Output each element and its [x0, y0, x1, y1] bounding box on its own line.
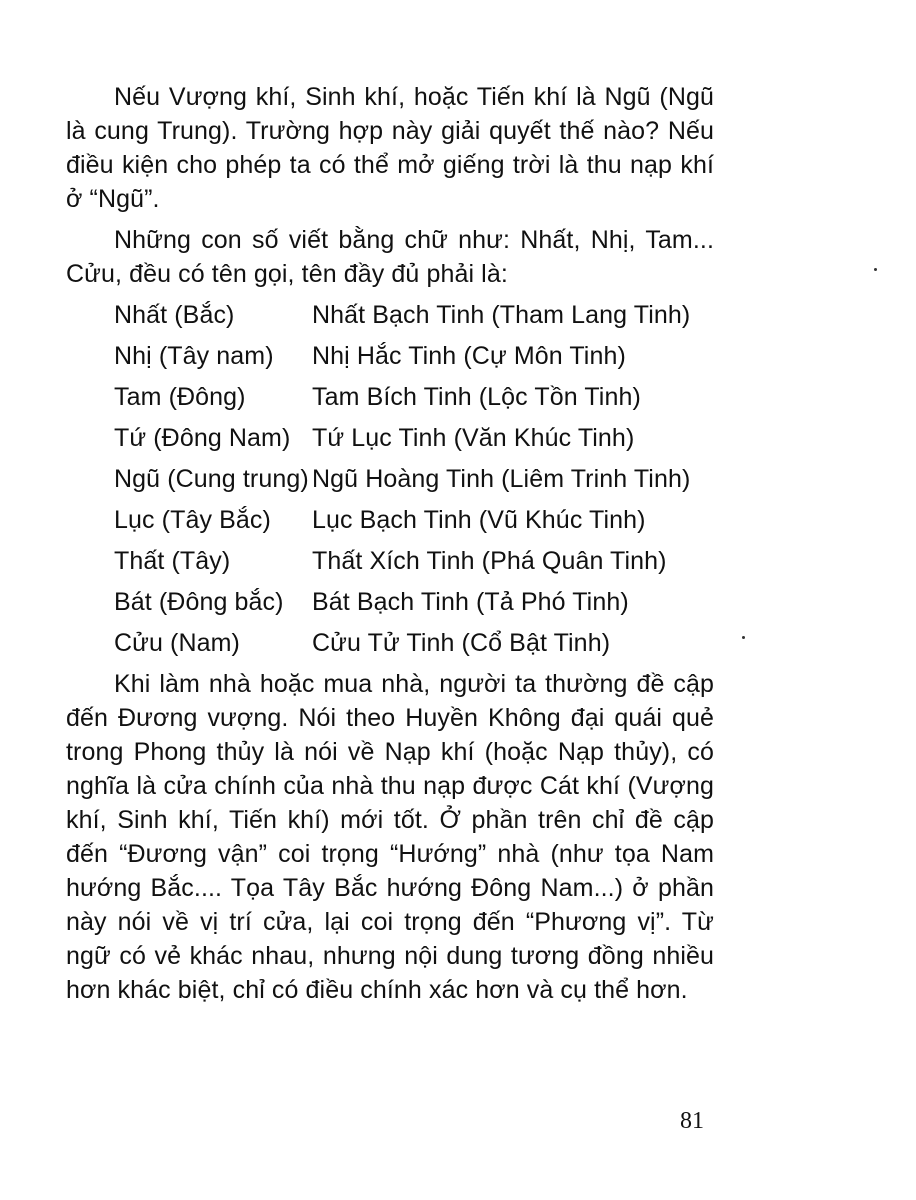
scan-speck — [874, 268, 877, 271]
star-direction: Bát (Đông bắc) — [114, 588, 284, 616]
star-direction: Thất (Tây) — [114, 547, 231, 575]
star-row — [66, 462, 714, 496]
star-row — [66, 544, 714, 578]
star-name: Nhị Hắc Tinh (Cự Môn Tinh) — [312, 342, 626, 370]
star-row — [66, 503, 714, 537]
star-direction: Ngũ (Cung trung) — [114, 465, 309, 493]
page-body — [66, 80, 714, 1014]
star-name: Ngũ Hoàng Tinh (Liêm Trinh Tinh) — [312, 465, 691, 493]
star-name: Nhất Bạch Tinh (Tham Lang Tinh) — [312, 301, 691, 329]
star-direction: Tứ (Đông Nam) — [114, 424, 291, 452]
paragraph-door-qi: Khi làm nhà hoặc mua nhà, người ta thường đề cập đến Đương vượng. Nói theo Huyền Không đại quái quẻ trong Phong thủy là nói về Nạp khí (hoặc Nạp thủy), có nghĩa là cửa chính của nhà thu nạp được Cát khí (Vượng khí, Sinh khí, Tiến khí) mới tốt. Ở phần trên chỉ đề cập đến “Đương vận” coi trọng “Hướng” nhà (như tọa Nam hướng Bắc.... Tọa Tây Bắc hướng Đông Nam...) ở phần này nói về vị trí cửa, lại coi trọng đến “Phương vị”. Từ ngữ có vẻ khác nhau, nhưng nội dung tương đồng nhiều hơn khác biệt, chỉ có điều chính xác hơn và cụ thể hơn. — [66, 670, 714, 1004]
star-name: Thất Xích Tinh (Phá Quân Tinh) — [312, 547, 667, 575]
star-name: Tứ Lục Tinh (Văn Khúc Tinh) — [312, 424, 635, 452]
page-number: 81 — [680, 1108, 704, 1134]
star-row — [66, 380, 714, 414]
star-name: Bát Bạch Tinh (Tả Phó Tinh) — [312, 588, 629, 616]
paragraph-ngu-palace: Nếu Vượng khí, Sinh khí, hoặc Tiến khí là Ngũ (Ngũ là cung Trung). Trường hợp này giải quyết thế nào? Nếu điều kiện cho phép ta có thể mở giếng trời là thu nạp khí ở “Ngũ”. — [66, 83, 714, 213]
star-direction: Nhất (Bắc) — [114, 301, 235, 329]
star-name: Lục Bạch Tinh (Vũ Khúc Tinh) — [312, 506, 646, 534]
star-direction: Cửu (Nam) — [114, 629, 240, 657]
star-direction: Lục (Tây Bắc) — [114, 506, 271, 534]
star-row — [66, 421, 714, 455]
star-row — [66, 339, 714, 373]
star-row — [66, 585, 714, 619]
star-direction: Tam (Đông) — [114, 383, 246, 411]
star-row — [66, 626, 714, 660]
star-direction: Nhị (Tây nam) — [114, 342, 274, 370]
star-name: Cửu Tử Tinh (Cổ Bật Tinh) — [312, 629, 611, 657]
star-name: Tam Bích Tinh (Lộc Tồn Tinh) — [312, 383, 641, 411]
star-row — [66, 298, 714, 332]
scan-speck — [742, 636, 745, 639]
paragraph-number-names: Những con số viết bằng chữ như: Nhất, Nhị, Tam... Cửu, đều có tên gọi, tên đầy đủ phải là: — [66, 226, 714, 288]
star-list — [66, 298, 714, 660]
